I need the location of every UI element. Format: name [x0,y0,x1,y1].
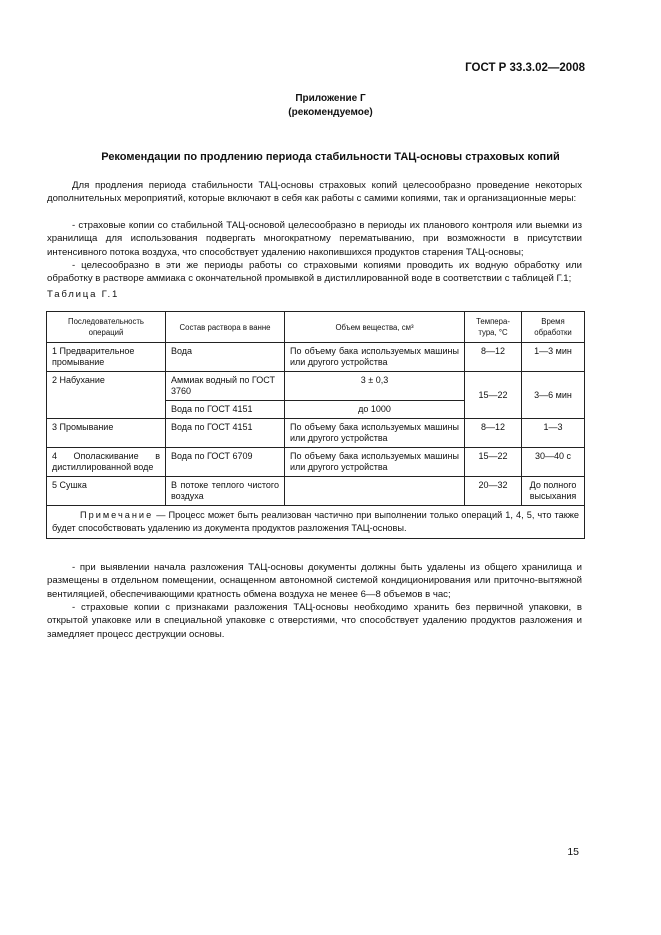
row-volume: По объему бака используемых машины или другого устройства [285,343,465,372]
row-time: 30—40 с [522,448,585,477]
row-solution: В потоке теплого чистого воздуха [166,477,285,506]
table-row [47,448,585,477]
after-paragraph-2: - страховые копии с признаками разложения ТАЦ-основы необходимо хранить без первичной упаковки, в открытой упаковке или в специальной упаковке с отверстиями, что способствует удалению продуктов разложения и замедляет процесс деструкции основы. [47,602,582,640]
table-row [47,372,585,401]
row-operation: 5 Сушка [47,477,166,506]
row-solution: Вода [166,343,285,372]
header-volume: Объем вещества, см³ [285,312,465,343]
table-row [47,419,585,448]
row-time: До полного высыхания [522,477,585,506]
row-volume: до 1000 [285,401,465,419]
row-solution: Вода по ГОСТ 6709 [166,448,285,477]
standard-id: ГОСТ Р 33.3.02—2008 [465,62,585,74]
appendix-title: Приложение Г [295,93,366,104]
row-solution: Вода по ГОСТ 4151 [166,401,285,419]
row-operation: 3 Промывание [47,419,166,448]
section-heading: Рекомендации по продлению периода стабильности ТАЦ-основы страховых копий [101,151,560,163]
appendix-subtitle: (рекомендуемое) [288,107,373,118]
row-temperature: 20—32 [465,477,522,506]
row-temperature: 15—22 [465,448,522,477]
intro-paragraph-2: - страховые копии со стабильной ТАЦ-основой целесообразно в периоды их планового контроля или выемки из хранилища для использования подвергать многократному перематыванию, при возможности в присутствии интенсивного потока воздуха, что способствует удалению накопившихся продуктов старения ТАЦ-основы; [47,220,582,258]
row-temperature: 15—22 [465,372,522,419]
table-note [47,506,585,539]
after-paragraph-1: - при выявлении начала разложения ТАЦ-основы документы должны быть удалены из общего хранилища и размещены в отдельном помещении, оснащенном автономной системой кондиционирования или приточно-вытяжной вентиляцией, обеспечивающими кратность обмена воздуха не менее 6—8 объемов в час; [47,562,582,600]
intro-paragraph-1: Для продления периода стабильности ТАЦ-основы страховых копий целесообразно проведение некоторых дополнительных мероприятий, которые включают в себя как работы с самими копиями, так и организационные меры: [47,180,582,205]
header-operations: Последовательность операций [47,312,166,343]
row-solution: Аммиак водный по ГОСТ 3760 [166,372,285,401]
note-text: — Процесс может быть реализован частично при выполнении только операций 1, 4, 5, что также будет способствовать удалению из документа продуктов разложения ТАЦ-основы. [52,510,579,533]
table-caption: Таблица Г.1 [47,289,120,300]
table-row [47,477,585,506]
row-time: 1—3 [522,419,585,448]
row-time: 1—3 мин [522,343,585,372]
row-time: 3—6 мин [522,372,585,419]
row-operation: 2 Набухание [47,372,166,419]
row-volume: По объему бака используемых машины или другого устройства [285,448,465,477]
row-solution: Вода по ГОСТ 4151 [166,419,285,448]
header-time: Время обработки [522,312,585,343]
row-operation: 1 Предварительное промывание [47,343,166,372]
row-operation: 4 Ополаскивание в дистиллированной воде [47,448,166,477]
row-volume: 3 ± 0,3 [285,372,465,401]
table-header-row [47,312,585,343]
processing-table [46,311,585,539]
row-temperature: 8—12 [465,343,522,372]
header-solution: Состав раствора в ванне [166,312,285,343]
table-row [47,343,585,372]
table-note-row [47,506,585,539]
row-temperature: 8—12 [465,419,522,448]
row-volume: По объему бака используемых машины или другого устройства [285,419,465,448]
intro-paragraph-3: - целесообразно в эти же периоды работы со страховыми копиями проводить их водную обработку или обработку в растворе аммиака с окончательной промывкой в дистиллированной воде в соответствии с таблицей Г.1; [47,260,582,285]
header-temperature: Темпера-тура, °С [465,312,522,343]
note-label: Примечание [80,510,154,520]
page-number: 15 [567,846,579,858]
row-volume [285,477,465,506]
